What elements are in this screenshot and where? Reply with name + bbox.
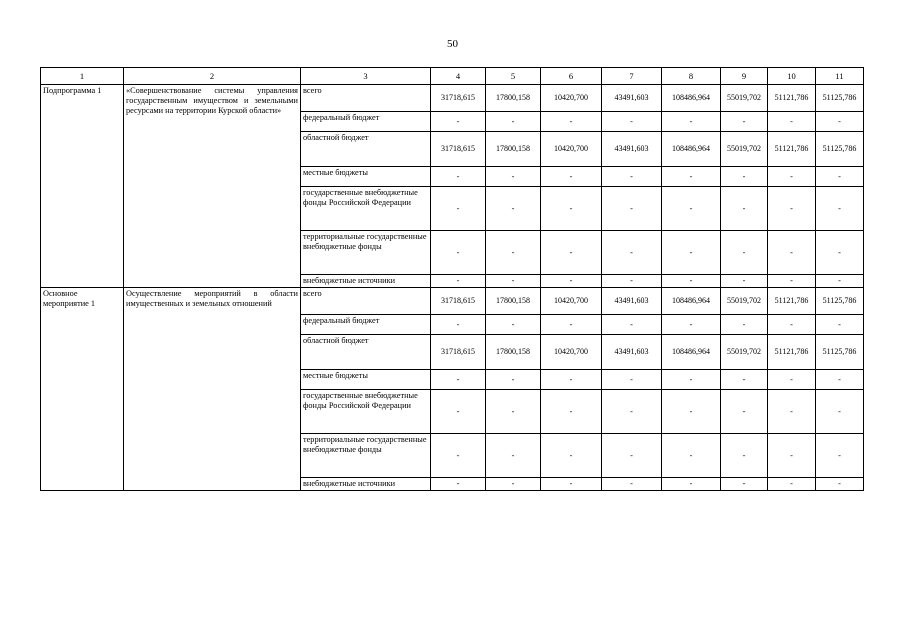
value-cell: - <box>486 370 541 390</box>
value-cell: - <box>486 390 541 434</box>
value-cell: 43491,603 <box>602 85 662 112</box>
value-cell: - <box>816 315 864 335</box>
value-cell: - <box>768 187 816 231</box>
value-cell: - <box>602 390 662 434</box>
value-cell: 55019,702 <box>721 85 768 112</box>
value-cell: - <box>662 112 721 132</box>
funding-source: местные бюджеты <box>301 370 431 390</box>
value-cell: - <box>541 275 602 288</box>
value-cell: - <box>602 275 662 288</box>
column-header: 8 <box>662 68 721 85</box>
funding-source: государственные внебюджетные фонды Российской Федерации <box>301 390 431 434</box>
table-row <box>41 85 864 112</box>
value-cell: - <box>486 275 541 288</box>
funding-source: всего <box>301 288 431 315</box>
funding-source: внебюджетные источники <box>301 478 431 491</box>
value-cell: - <box>541 370 602 390</box>
value-cell: - <box>431 434 486 478</box>
column-header: 1 <box>41 68 124 85</box>
value-cell: - <box>768 434 816 478</box>
value-cell: 108486,964 <box>662 335 721 370</box>
table-row <box>41 288 864 315</box>
value-cell: - <box>721 187 768 231</box>
value-cell: 51121,786 <box>768 335 816 370</box>
value-cell: - <box>602 434 662 478</box>
column-header: 2 <box>124 68 301 85</box>
value-cell: - <box>486 315 541 335</box>
value-cell: - <box>541 112 602 132</box>
value-cell: - <box>721 370 768 390</box>
value-cell: - <box>768 275 816 288</box>
value-cell: - <box>541 478 602 491</box>
value-cell: 55019,702 <box>721 335 768 370</box>
value-cell: - <box>721 434 768 478</box>
value-cell: 51121,786 <box>768 85 816 112</box>
value-cell: - <box>721 231 768 275</box>
value-cell: - <box>662 187 721 231</box>
column-header: 10 <box>768 68 816 85</box>
value-cell: - <box>816 370 864 390</box>
column-header: 3 <box>301 68 431 85</box>
value-cell: 51121,786 <box>768 288 816 315</box>
value-cell: 17800,158 <box>486 288 541 315</box>
funding-source: внебюджетные источники <box>301 275 431 288</box>
value-cell: - <box>541 187 602 231</box>
value-cell: 17800,158 <box>486 85 541 112</box>
value-cell: - <box>721 167 768 187</box>
funding-source: федеральный бюджет <box>301 315 431 335</box>
value-cell: 51125,786 <box>816 132 864 167</box>
value-cell: - <box>662 231 721 275</box>
value-cell: 10420,700 <box>541 288 602 315</box>
value-cell: - <box>541 434 602 478</box>
value-cell: 108486,964 <box>662 132 721 167</box>
value-cell: - <box>541 315 602 335</box>
value-cell: - <box>816 478 864 491</box>
program-description: «Совершенствование системы управления государственным имуществом и земельными ресурсами на территории Курской области» <box>124 85 301 288</box>
value-cell: - <box>486 478 541 491</box>
column-header: 9 <box>721 68 768 85</box>
funding-source: областной бюджет <box>301 335 431 370</box>
value-cell: 43491,603 <box>602 288 662 315</box>
value-cell: - <box>768 390 816 434</box>
value-cell: - <box>816 187 864 231</box>
value-cell: - <box>431 167 486 187</box>
value-cell: 31718,615 <box>431 288 486 315</box>
program-name: Основное мероприятие 1 <box>41 288 124 491</box>
value-cell: - <box>662 275 721 288</box>
value-cell: - <box>602 478 662 491</box>
value-cell: - <box>431 231 486 275</box>
value-cell: - <box>721 478 768 491</box>
value-cell: - <box>768 478 816 491</box>
value-cell: - <box>431 390 486 434</box>
value-cell: 108486,964 <box>662 85 721 112</box>
value-cell: - <box>816 390 864 434</box>
value-cell: - <box>768 167 816 187</box>
budget-table <box>40 67 864 491</box>
value-cell: 10420,700 <box>541 335 602 370</box>
value-cell: - <box>662 315 721 335</box>
value-cell: - <box>602 167 662 187</box>
page-number: 50 <box>447 38 458 50</box>
value-cell: - <box>816 275 864 288</box>
value-cell: - <box>768 112 816 132</box>
funding-source: всего <box>301 85 431 112</box>
value-cell: - <box>486 167 541 187</box>
value-cell: - <box>486 434 541 478</box>
value-cell: 51121,786 <box>768 132 816 167</box>
value-cell: 55019,702 <box>721 132 768 167</box>
value-cell: 43491,603 <box>602 132 662 167</box>
value-cell: - <box>768 231 816 275</box>
value-cell: - <box>602 112 662 132</box>
funding-source: областной бюджет <box>301 132 431 167</box>
column-header: 5 <box>486 68 541 85</box>
value-cell: - <box>486 112 541 132</box>
value-cell: - <box>431 370 486 390</box>
funding-source: государственные внебюджетные фонды Российской Федерации <box>301 187 431 231</box>
funding-source: территориальные государственные внебюджетные фонды <box>301 434 431 478</box>
value-cell: 43491,603 <box>602 335 662 370</box>
value-cell: 51125,786 <box>816 288 864 315</box>
value-cell: - <box>541 390 602 434</box>
value-cell: - <box>486 231 541 275</box>
value-cell: - <box>431 315 486 335</box>
value-cell: 31718,615 <box>431 132 486 167</box>
value-cell: - <box>431 275 486 288</box>
value-cell: - <box>541 167 602 187</box>
value-cell: - <box>602 370 662 390</box>
value-cell: - <box>816 112 864 132</box>
value-cell: 31718,615 <box>431 85 486 112</box>
value-cell: - <box>816 231 864 275</box>
program-description: Осуществление мероприятий в области имущественных и земельных отношений <box>124 288 301 491</box>
value-cell: - <box>721 315 768 335</box>
value-cell: - <box>768 315 816 335</box>
value-cell: 31718,615 <box>431 335 486 370</box>
value-cell: - <box>768 370 816 390</box>
value-cell: - <box>662 434 721 478</box>
value-cell: - <box>816 167 864 187</box>
column-header: 11 <box>816 68 864 85</box>
value-cell: - <box>662 370 721 390</box>
value-cell: - <box>721 275 768 288</box>
value-cell: - <box>486 187 541 231</box>
funding-source: местные бюджеты <box>301 167 431 187</box>
value-cell: - <box>602 231 662 275</box>
value-cell: - <box>602 187 662 231</box>
value-cell: 51125,786 <box>816 335 864 370</box>
value-cell: - <box>721 112 768 132</box>
value-cell: 17800,158 <box>486 335 541 370</box>
value-cell: - <box>431 478 486 491</box>
value-cell: - <box>541 231 602 275</box>
column-header: 7 <box>602 68 662 85</box>
column-header: 4 <box>431 68 486 85</box>
value-cell: - <box>721 390 768 434</box>
value-cell: 51125,786 <box>816 85 864 112</box>
value-cell: 10420,700 <box>541 85 602 112</box>
value-cell: - <box>816 434 864 478</box>
value-cell: - <box>431 187 486 231</box>
funding-source: федеральный бюджет <box>301 112 431 132</box>
table-header-row <box>41 68 864 85</box>
value-cell: 10420,700 <box>541 132 602 167</box>
value-cell: - <box>662 478 721 491</box>
value-cell: - <box>662 390 721 434</box>
value-cell: - <box>431 112 486 132</box>
column-header: 6 <box>541 68 602 85</box>
program-name: Подпрограмма 1 <box>41 85 124 288</box>
value-cell: 17800,158 <box>486 132 541 167</box>
value-cell: 55019,702 <box>721 288 768 315</box>
value-cell: 108486,964 <box>662 288 721 315</box>
value-cell: - <box>662 167 721 187</box>
funding-source: территориальные государственные внебюджетные фонды <box>301 231 431 275</box>
value-cell: - <box>602 315 662 335</box>
